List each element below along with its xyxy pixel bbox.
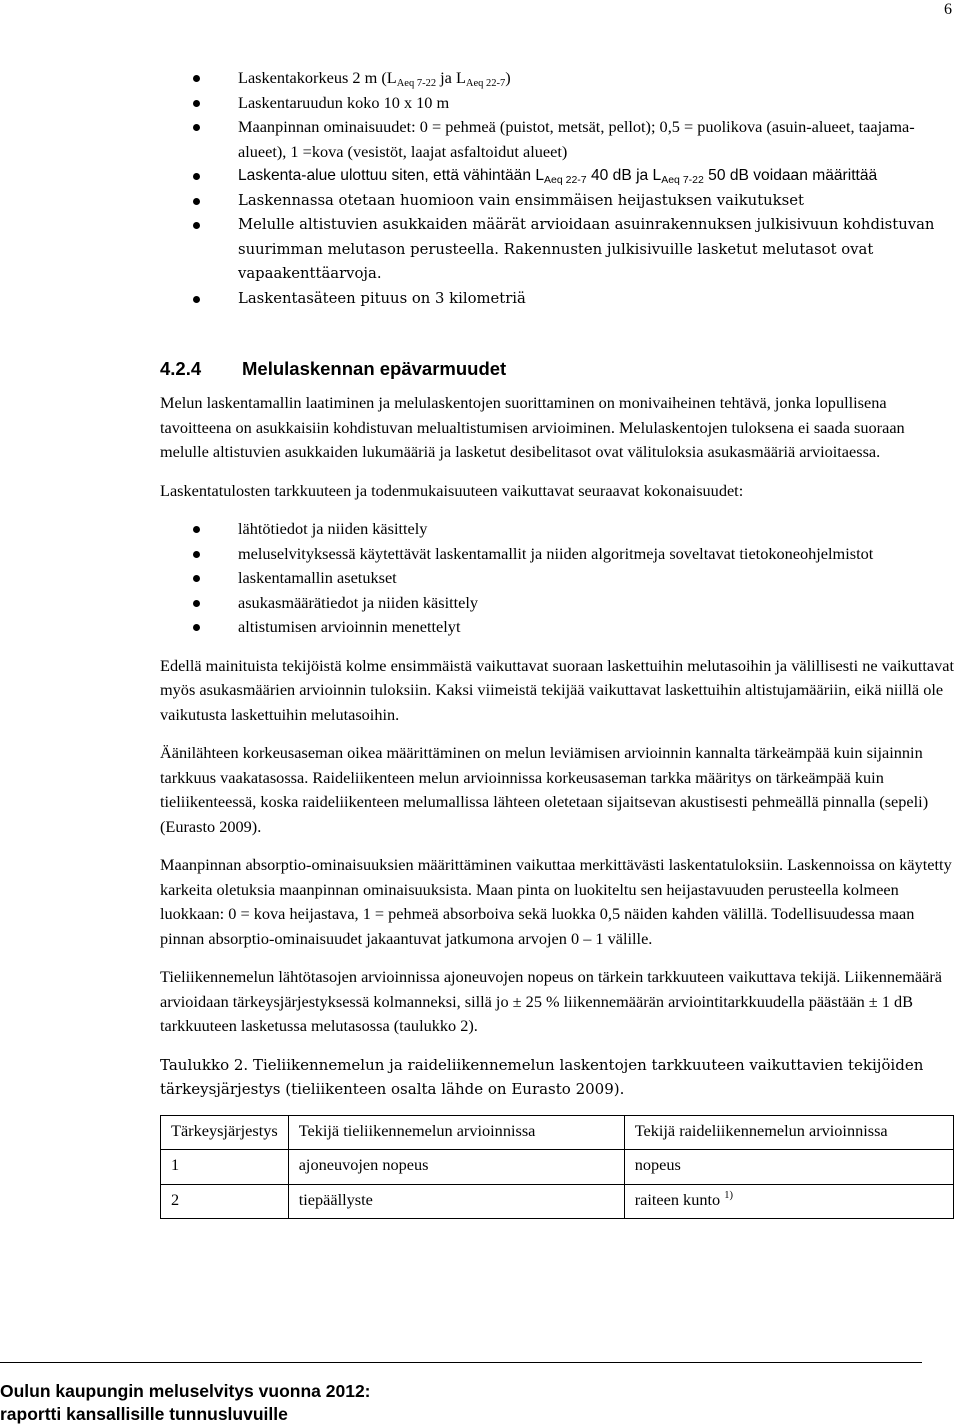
footer-line-1: Oulun kaupungin meluselvitys vuonna 2012: — [0, 1381, 371, 1401]
table-cell: nopeus — [624, 1150, 953, 1185]
bullet-icon — [193, 296, 200, 303]
table-row — [161, 1184, 954, 1219]
list-item: lähtötiedot ja niiden käsittely — [160, 517, 954, 542]
bullet-icon — [193, 198, 200, 205]
footnote-mark: 1) — [724, 1189, 733, 1201]
bullet-icon — [193, 624, 200, 631]
table-header-cell: Tekijä tieliikennemelun arvioinnissa — [288, 1115, 624, 1150]
footer-line-2: raportti kansallisille tunnusluvuille — [0, 1404, 288, 1424]
list-item: asukasmäärätiedot ja niiden käsittely — [160, 591, 954, 616]
list-item: Laskentakorkeus 2 m ($L_{Aeq 7-22}$ ja $L_{Aeq 22-7}$) — [160, 66, 954, 91]
paragraph: Maanpinnan absorptio-ominaisuuksien määrittäminen vaikuttaa merkittävästi laskentatuloksiin. Laskennoissa on käytetty karkeita oletuksia maanpinnan ominaisuuksista. Maan pinta on luokiteltu sen heijastavuuden perusteella kolmeen luokkaan: 0 = kova heijastava, 1 = pehmeä absorboiva sekä luokka 0,5 näiden kahden välillä. Todellisuudessa maan pinnan absorptio-ominaisuudet jakaantuvat jatkumona arvojen 0 – 1 välille. — [160, 855, 952, 948]
paragraph: Laskentatulosten tarkkuuteen ja todenmukaisuuteen vaikuttavat seuraavat kokonaisuudet: — [160, 480, 744, 500]
paragraph: Äänilähteen korkeusaseman oikea määrittäminen on melun leviämisen arvioinnin kannalta tärkeämpää kuin sijainnin tarkkuus vaakatasossa. Raideliikenteen melun arvioinnissa korkeusaseman tarkka määritys on tärkeämpää kuin tieliikenteessä, koska raideliikenteen melumallissa lähteen oletetaan sijaitsevan akustisesti pehmeällä pinnalla (sepeli) (Eurasto 2009). — [160, 743, 929, 836]
list-item: laskentamallin asetukset — [160, 566, 954, 591]
page-number: 6 — [944, 1, 952, 18]
list-item: Laskentaruudun koko 10 x 10 m — [160, 91, 954, 116]
bullet-icon — [193, 222, 200, 229]
list-item: Melulle altistuvien asukkaiden määrät arvioidaan asuinrakennuksen julkisivuun kohdistuvan suurimman melutason perusteella. Rakennusten julkisivuille lasketut melutasot ovat vapaakenttäarvoja. — [160, 213, 954, 287]
list-item: altistumisen arvioinnin menettelyt — [160, 615, 954, 640]
list-item: Laskenta-alue ulottuu siten, että vähintään $L_{Aeq 22-7}$ 40 dB ja $L_{Aeq 7-22}$ 50 dB voidaan määrittää — [160, 164, 954, 189]
paragraph: Edellä mainituista tekijöistä kolme ensimmäistä vaikuttavat suoraan laskettuihin melutasoihin ja välillisesti ne vaikuttavat myös asukasmäärien arvioinnin tuloksiin. Kaksi viimeistä tekijää vaikuttavat laskettuihin altistujamääriin, eikä niillä ole vaikutusta laskettuihin melutasoihin. — [160, 655, 954, 724]
calculation-settings-list — [160, 66, 954, 311]
bullet-icon — [193, 75, 200, 82]
list-item: Laskentasäteen pituus on 3 kilometriä — [160, 287, 954, 312]
section-number: 4.2.4 — [160, 358, 202, 379]
table-row — [161, 1150, 954, 1185]
table-caption: Taulukko 2. Tieliikennemelun ja raideliikennemelun laskentojen tarkkuuteen vaikuttavien tekijöiden tärkeysjärjestys (tieliikenteen osalta lähde on Eurasto 2009). — [160, 1055, 924, 1098]
table-header-row — [161, 1115, 954, 1150]
bullet-icon — [193, 124, 200, 131]
bullet-icon — [193, 526, 200, 533]
table-header-cell: Tärkeysjärjestys — [161, 1115, 289, 1150]
page-content — [160, 66, 954, 1219]
list-item: Laskennassa otetaan huomioon vain ensimmäisen heijastuksen vaikutukset — [160, 189, 954, 214]
paragraph: Melun laskentamallin laatiminen ja melulaskentojen suorittaminen on monivaiheinen tehtävä, jonka lopullisena tavoitteena on asukkaisiin kohdistuvan melualtistumisen arvioiminen. Melulaskentojen tuloksena ei saada suoraan melulle altistuvien asukkaiden lukumääriä ja lasketut desibelitasot ovat välituloksia asukasmääriä arvioitaessa. — [160, 393, 905, 461]
bullet-icon — [193, 600, 200, 607]
bullet-icon — [193, 575, 200, 582]
bullet-icon — [193, 173, 200, 180]
list-item: Maanpinnan ominaisuudet: 0 = pehmeä (puistot, metsät, pellot); 0,5 = puolikova (asuin-alueet, taajama-alueet), 1 =kova (vesistöt, laajat asfaltoidut alueet) — [160, 115, 954, 164]
footer-divider — [0, 1362, 922, 1363]
list-item: meluselvityksessä käytettävät laskentamallit ja niiden algoritmeja soveltavat tietokoneohjelmistot — [160, 542, 954, 567]
table-header-cell: Tekijä raideliikennemelun arvioinnissa — [624, 1115, 953, 1150]
page-footer — [0, 1380, 371, 1426]
table-cell: tiepäällyste — [288, 1184, 624, 1219]
table-cell: raiteen kunto $^{1)}$ — [624, 1184, 953, 1219]
bullet-icon — [193, 100, 200, 107]
section-title: Melulaskennan epävarmuudet — [242, 358, 507, 379]
table-cell: 1 — [161, 1150, 289, 1185]
table-cell: ajoneuvojen nopeus — [288, 1150, 624, 1185]
paragraph: Tieliikennemelun lähtötasojen arvioinnissa ajoneuvojen nopeus on tärkein tarkkuuteen vaikuttava tekijä. Liikennemäärä arvioidaan tärkeysjärjestyksessä kolmanneksi, sillä jo ± 25 % liikennemäärän arviointitarkkuudella päästään ± 1 dB tarkkuuteen lasketussa melutasossa (taulukko 2). — [160, 967, 943, 1035]
table-cell: 2 — [161, 1184, 289, 1219]
accuracy-factors-list — [160, 517, 954, 640]
section-heading — [160, 357, 954, 381]
priority-table — [160, 1115, 954, 1220]
bullet-icon — [193, 551, 200, 558]
